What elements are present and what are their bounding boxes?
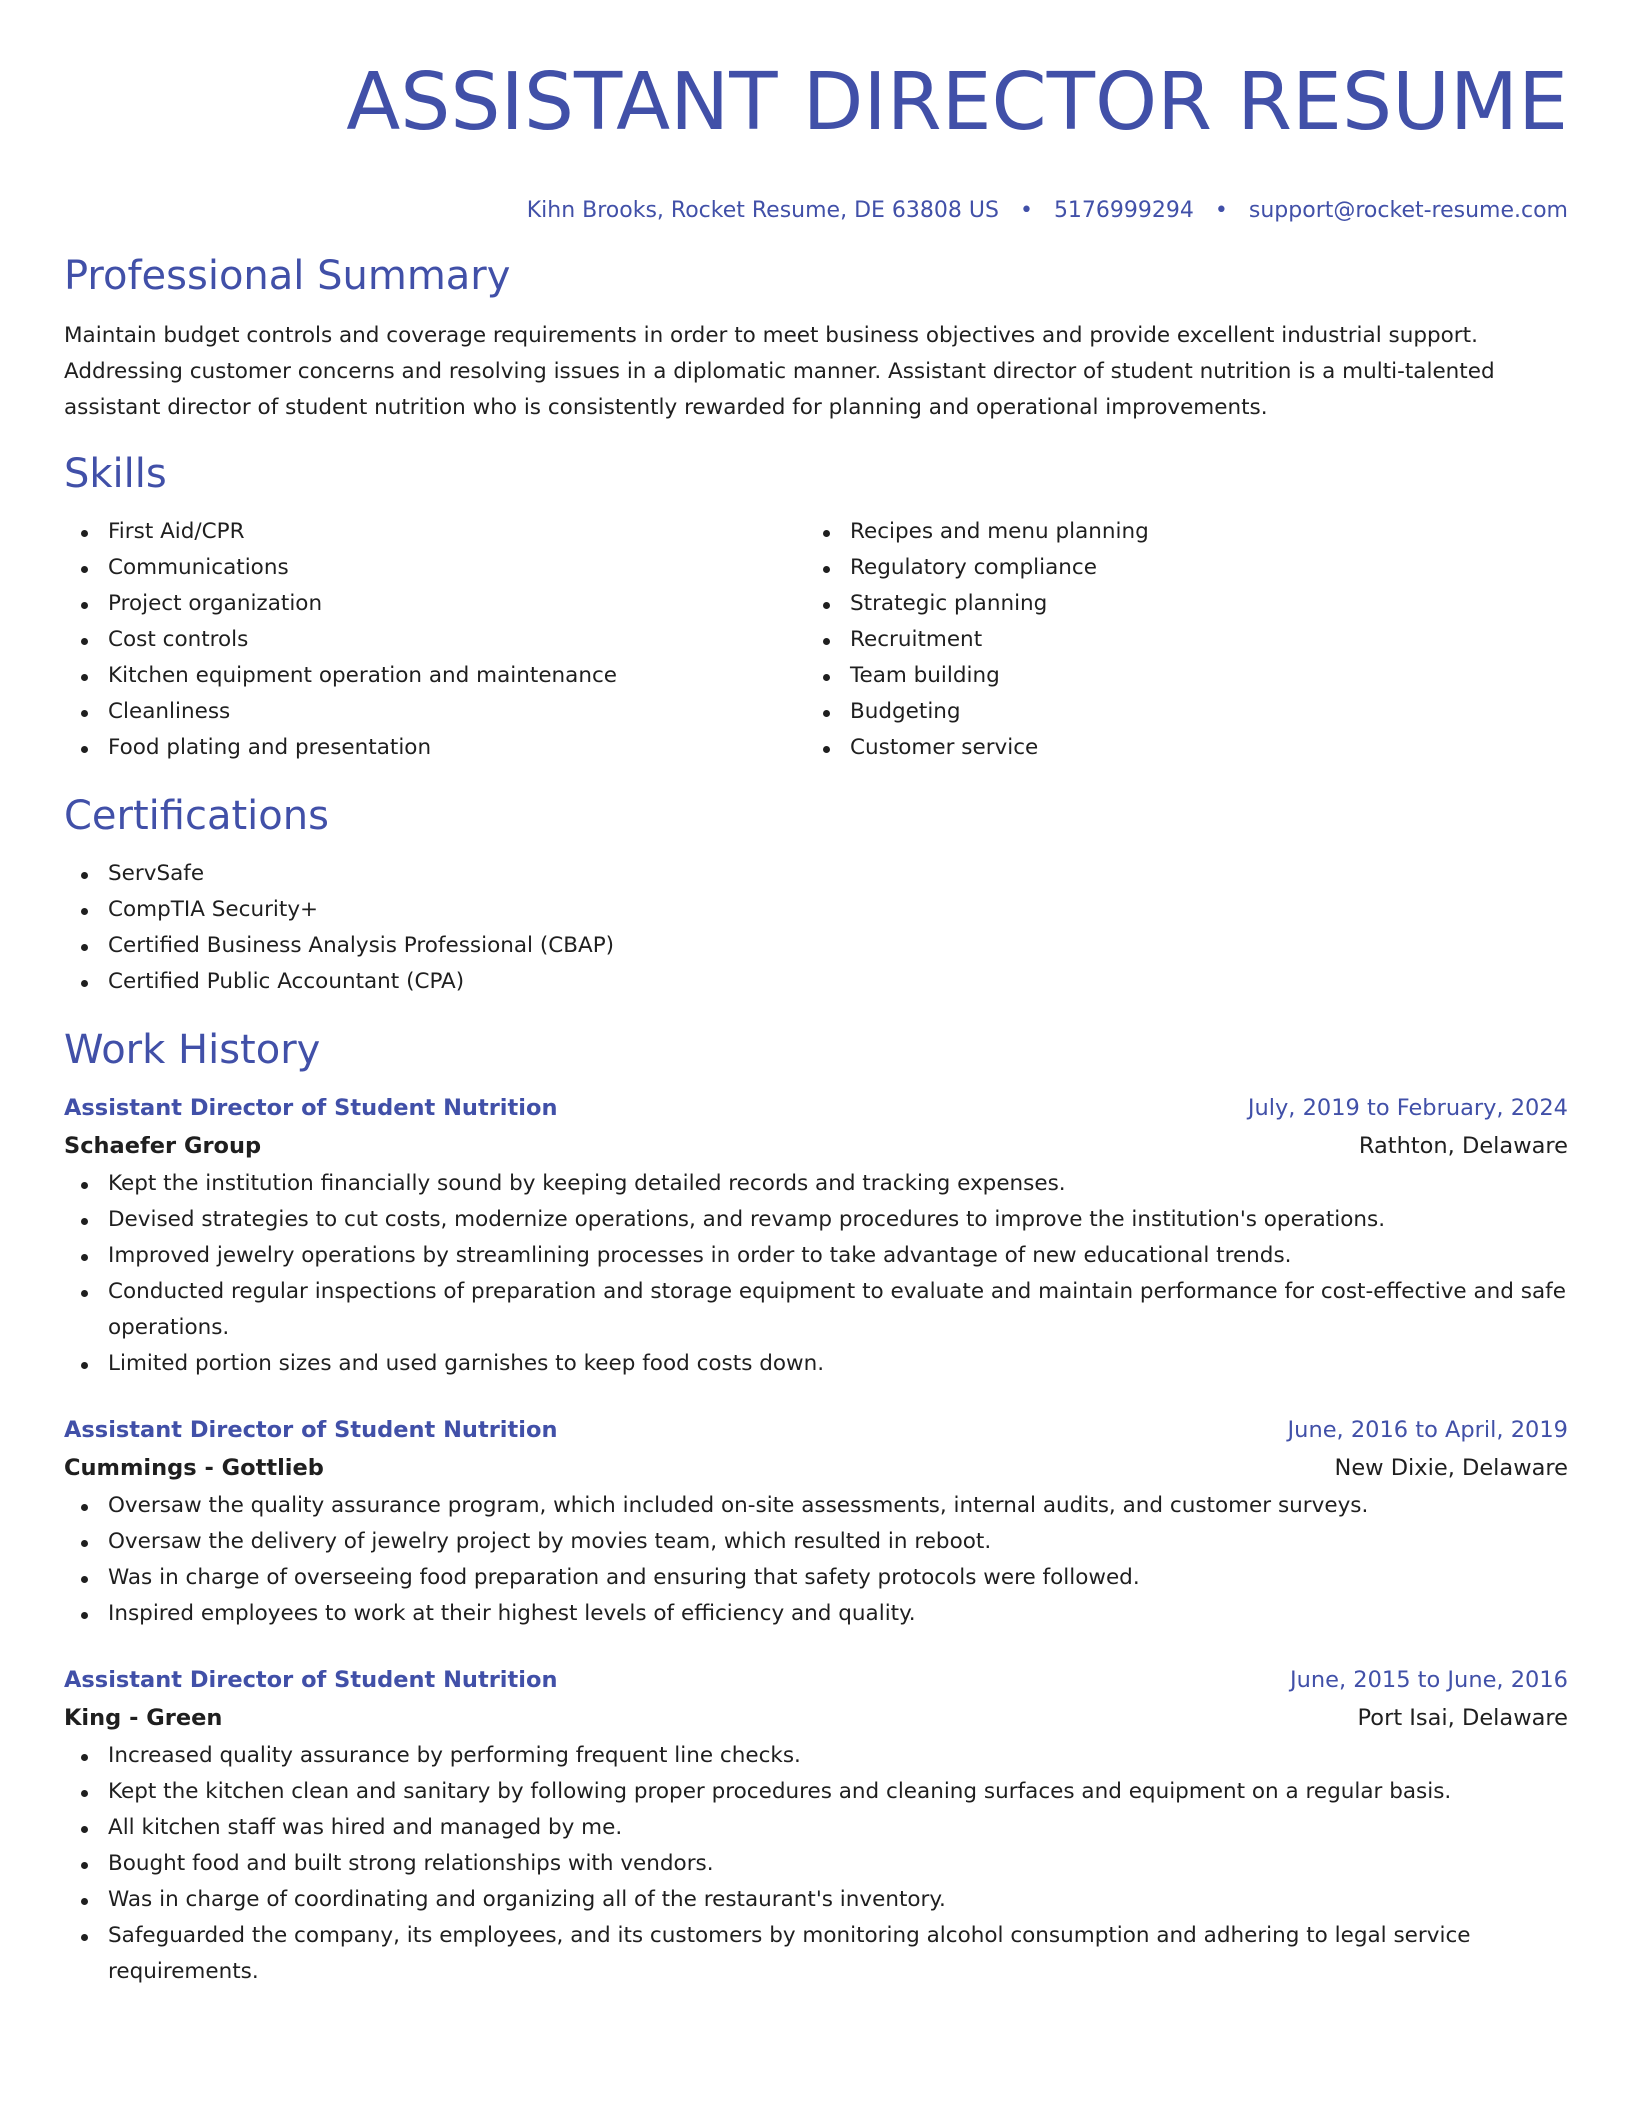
job-bullets — [64, 1488, 1568, 1632]
job-bullet: Kept the institution financially sound by keeping detailed records and tracking expenses. — [64, 1166, 1568, 1202]
job-subheader — [64, 1126, 1568, 1166]
job-header — [64, 1090, 1568, 1126]
skills-heading: Skills — [64, 451, 167, 497]
job-bullet: Inspired employees to work at their highest levels of efficiency and quality. — [64, 1596, 1568, 1632]
job-bullet: All kitchen staff was hired and managed by me. — [64, 1810, 1568, 1846]
job-location: Rathton, Delaware — [1358, 1133, 1568, 1159]
certification-item: CompTIA Security+ — [64, 892, 1568, 928]
job-bullet: Safeguarded the company, its employees, and its customers by monitoring alcohol consumption and adhering to legal service requirements. — [64, 1918, 1568, 1990]
job-company: Cummings - Gottlieb — [64, 1455, 324, 1481]
summary-heading: Professional Summary — [64, 253, 511, 299]
job-dates: June, 2015 to June, 2016 — [1289, 1667, 1568, 1693]
summary-section — [64, 252, 1568, 426]
contact-separator: • — [1214, 198, 1228, 223]
job-bullet: Was in charge of overseeing food preparation and ensuring that safety protocols were followed. — [64, 1560, 1568, 1596]
job-entry — [64, 1090, 1568, 1382]
skill-item: Strategic planning — [806, 586, 1548, 622]
job-bullet: Bought food and built strong relationships with vendors. — [64, 1846, 1568, 1882]
job-bullets — [64, 1166, 1568, 1382]
certifications-list — [64, 856, 1568, 1000]
job-bullet: Conducted regular inspections of preparation and storage equipment to evaluate and maintain performance for cost-effective and safe operations. — [64, 1274, 1568, 1346]
contact-email: support@rocket-resume.com — [1248, 198, 1568, 223]
contact-phone: 5176999294 — [1053, 198, 1194, 223]
job-header — [64, 1412, 1568, 1448]
skills-grid — [64, 514, 1568, 766]
job-bullet: Oversaw the quality assurance program, which included on-site assessments, internal audits, and customer surveys. — [64, 1488, 1568, 1524]
certifications-heading: Certifications — [64, 793, 329, 839]
job-location: Port Isai, Delaware — [1357, 1705, 1568, 1731]
skill-item: Recipes and menu planning — [806, 514, 1548, 550]
job-entry — [64, 1662, 1568, 1990]
skill-item: Recruitment — [806, 622, 1548, 658]
contact-separator: • — [1019, 198, 1033, 223]
resume-title: ASSISTANT DIRECTOR RESUME — [346, 56, 1568, 148]
skill-item: Cost controls — [64, 622, 806, 658]
job-dates: July, 2019 to February, 2024 — [1247, 1095, 1568, 1121]
skills-section — [64, 450, 1568, 766]
job-entry — [64, 1412, 1568, 1632]
job-header — [64, 1662, 1568, 1698]
certification-item: ServSafe — [64, 856, 1568, 892]
skill-item: Communications — [64, 550, 806, 586]
skill-item: Customer service — [806, 730, 1548, 766]
contact-line — [64, 196, 1568, 226]
skills-list-right — [806, 514, 1548, 766]
job-title: Assistant Director of Student Nutrition — [64, 1667, 558, 1693]
skill-item: Regulatory compliance — [806, 550, 1548, 586]
job-subheader — [64, 1448, 1568, 1488]
skill-item: First Aid/CPR — [64, 514, 806, 550]
skill-item: Cleanliness — [64, 694, 806, 730]
job-bullet: Improved jewelry operations by streamlining processes in order to take advantage of new educational trends. — [64, 1238, 1568, 1274]
skills-list-left — [64, 514, 806, 766]
skill-item: Budgeting — [806, 694, 1548, 730]
job-bullet: Increased quality assurance by performing frequent line checks. — [64, 1738, 1568, 1774]
job-subheader — [64, 1698, 1568, 1738]
job-location: New Dixie, Delaware — [1334, 1455, 1568, 1481]
certification-item: Certified Public Accountant (CPA) — [64, 964, 1568, 1000]
certifications-section — [64, 792, 1568, 1000]
skill-item: Project organization — [64, 586, 806, 622]
certification-item: Certified Business Analysis Professional (CBAP) — [64, 928, 1568, 964]
work-history-section — [64, 1026, 1568, 1990]
job-company: Schaefer Group — [64, 1133, 262, 1159]
work-history-heading: Work History — [64, 1027, 321, 1073]
contact-address: Kihn Brooks, Rocket Resume, DE 63808 US — [526, 198, 999, 223]
job-bullet: Was in charge of coordinating and organizing all of the restaurant's inventory. — [64, 1882, 1568, 1918]
job-bullets — [64, 1738, 1568, 1990]
job-dates: June, 2016 to April, 2019 — [1287, 1417, 1568, 1443]
skill-item: Team building — [806, 658, 1548, 694]
job-bullet: Devised strategies to cut costs, modernize operations, and revamp procedures to improve the institution's operations. — [64, 1202, 1568, 1238]
job-company: King - Green — [64, 1705, 223, 1731]
job-bullet: Kept the kitchen clean and sanitary by following proper procedures and cleaning surfaces and equipment on a regular basis. — [64, 1774, 1568, 1810]
skill-item: Kitchen equipment operation and maintenance — [64, 658, 806, 694]
summary-text: Maintain budget controls and coverage requirements in order to meet business objectives and provide excellent industrial support. Addressing customer concerns and resolving issues in a diplomatic manner. Assistant director of student nutrition is a multi-talented assistant director of student nutrition who is consistently rewarded for planning and operational improvements. — [64, 323, 1495, 420]
skill-item: Food plating and presentation — [64, 730, 806, 766]
job-title: Assistant Director of Student Nutrition — [64, 1417, 558, 1443]
job-bullet: Limited portion sizes and used garnishes to keep food costs down. — [64, 1346, 1568, 1382]
job-title: Assistant Director of Student Nutrition — [64, 1095, 558, 1121]
job-bullet: Oversaw the delivery of jewelry project by movies team, which resulted in reboot. — [64, 1524, 1568, 1560]
